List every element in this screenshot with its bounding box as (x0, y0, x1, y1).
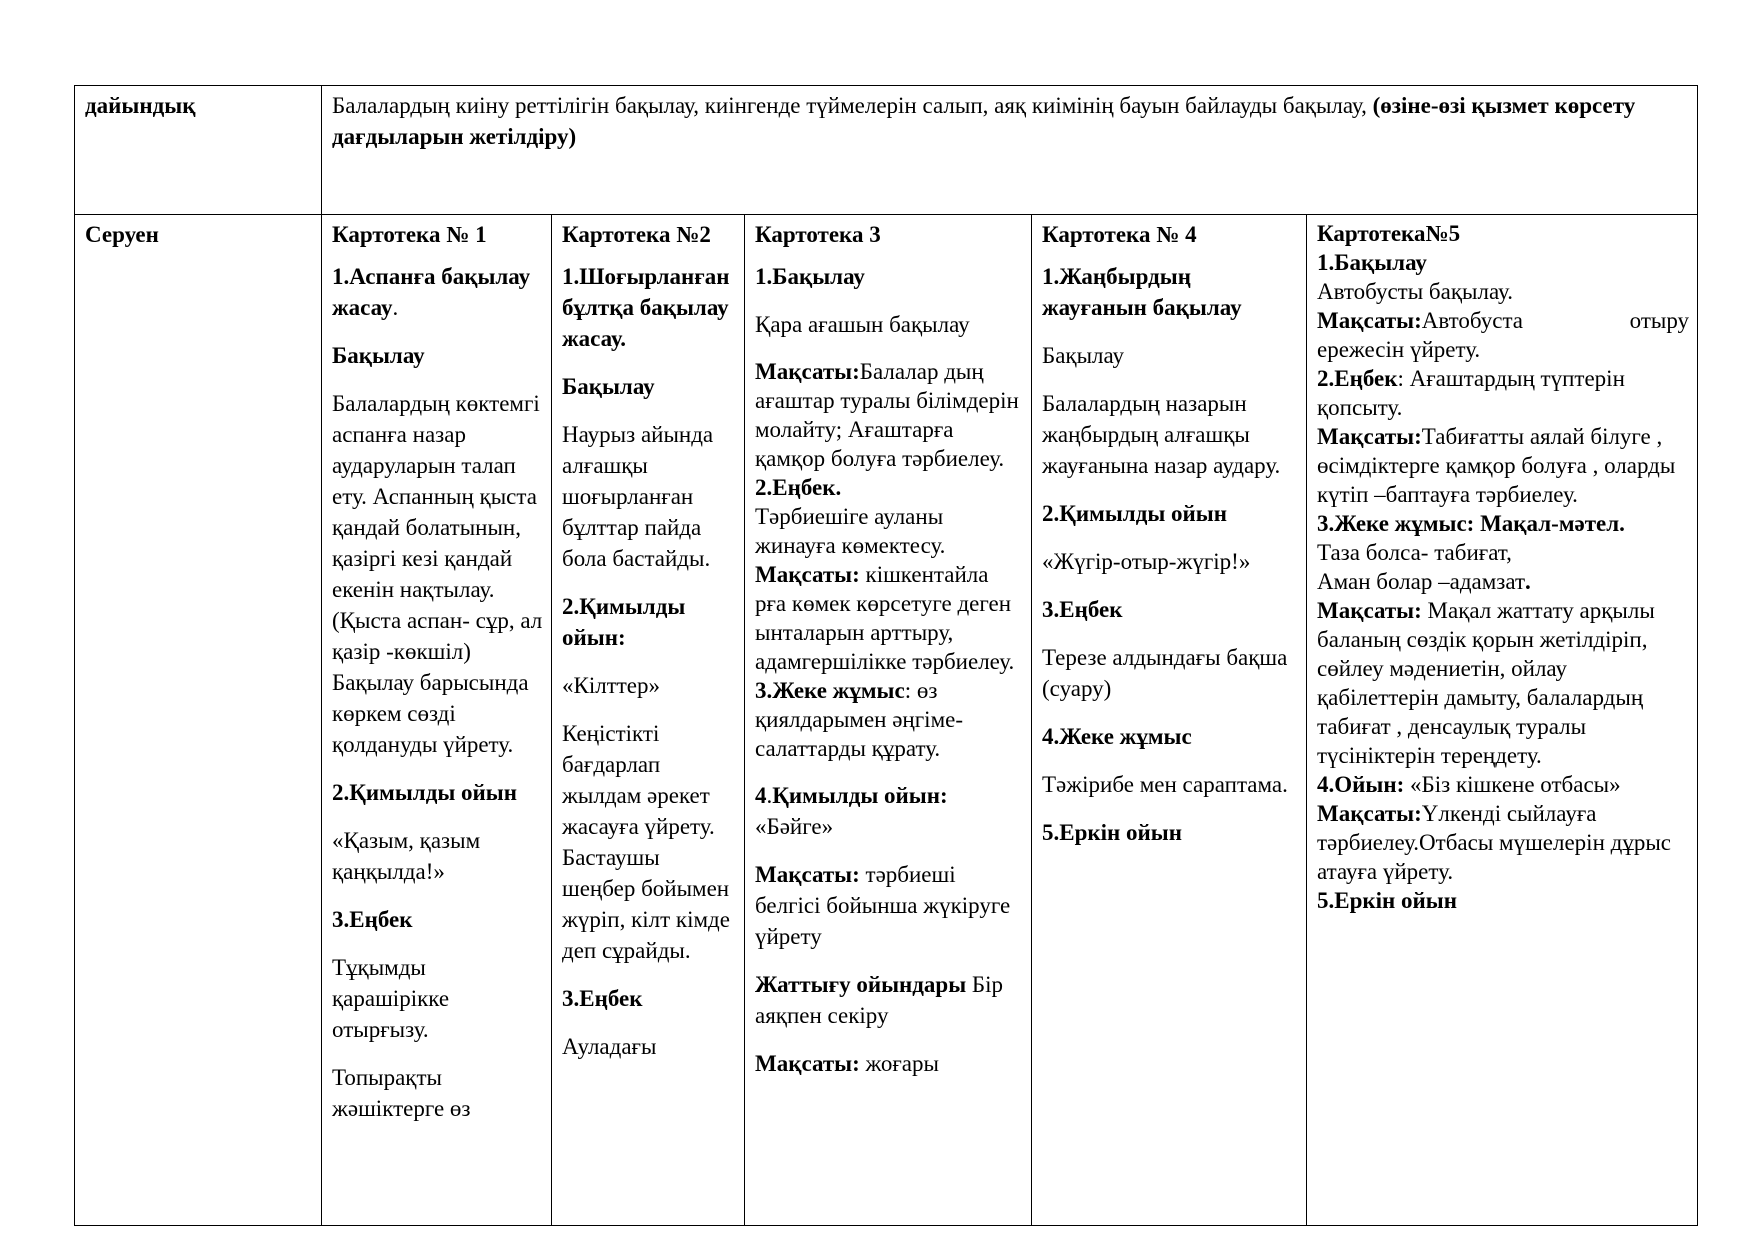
heading-text: 1.Аспанға бақылау жасау (332, 264, 531, 320)
row-label: Серуен (85, 222, 159, 247)
goal-paragraph (755, 859, 1023, 952)
table-row (75, 86, 1698, 215)
section-heading: 3.Еңбек (332, 907, 413, 932)
paragraph: «Қазым, қазым қаңқылда!» (332, 828, 481, 884)
goal-label: Мақсаты: (755, 359, 860, 384)
section-heading: Бақылау (562, 374, 655, 399)
paragraph: Балалардың назарын жаңбырдың алғашқы жауғанына назар аудару. (1042, 391, 1281, 478)
paragraph: Бақылау (1042, 343, 1125, 368)
section-heading: Бақылау (332, 343, 425, 368)
paragraph: Топырақты жәшіктерге өз (332, 1065, 471, 1121)
paragraph-text: Аман болар –адамзат (1317, 569, 1526, 594)
heading-trailing-text: Бір аяқпен секіру (755, 972, 1004, 1028)
section-heading (755, 676, 1023, 763)
goal-text: Үлкенді сыйлауға тәрбиелеу.Отбасы мүшелерін дұрыс атауға үйрету. (1317, 801, 1671, 884)
goal-text: Мақал жаттату арқылы баланың сөздік қорын жетілдіріп, сөйлеу мәдениетін, ойлау қабілеттерін дамыту, балалардың табиғат , денсаулық туралы түсініктерін тереңдету. (1317, 598, 1655, 768)
section-heading: 1.Бақылау (755, 264, 865, 289)
section-heading (332, 261, 543, 323)
paragraph: Тәжірибе мен сараптама. (1042, 772, 1288, 797)
goal-paragraph (755, 357, 1023, 473)
paragraph: Балалардың көктемгі аспанға назар аударуларын талап ету. Аспанның қыста қандай болатынын, қазіргі кезі қандай екенін нақтылау. (Қыста аспан- сұр, ал қазір -көкшіл) Бақылау барысында көркем сөзді қолдануды үйрету. (332, 391, 543, 757)
row-label-cell (75, 215, 322, 1226)
card-title: Картотека№5 (1317, 221, 1461, 246)
section-heading: 4.Жеке жұмыс (1042, 724, 1192, 749)
row-label-cell (75, 86, 322, 215)
paragraph (1317, 567, 1689, 596)
goal-paragraph (1317, 596, 1689, 770)
heading-text: 3.Жеке жұмыс (755, 678, 905, 703)
section-heading: 2.Еңбек. (755, 475, 842, 500)
card-title: Картотека 3 (755, 222, 881, 247)
paragraph: «Кілттер» (562, 673, 661, 698)
section-heading: 1.Жаңбырдың жауғанын бақылау (1042, 264, 1242, 320)
goal-paragraph (1317, 422, 1689, 509)
section-heading: 3.Еңбек (1042, 597, 1123, 622)
section-heading: 2.Қимылды ойын (1042, 501, 1228, 526)
card-file-2 (552, 215, 745, 1226)
table-row (75, 215, 1698, 1226)
card-title: Картотека №2 (562, 222, 711, 247)
heading-trailing-text: «Біз кішкене отбасы» (1404, 772, 1621, 797)
preparation-text: Балалардың киіну реттілігін бақылау, киінгенде түймелерін салып, аяқ киімінің бауын байлауды бақылау, (332, 93, 1373, 118)
paragraph: Терезе алдындағы бақша (суару) (1042, 645, 1288, 701)
goal-paragraph-continued: ережесін үйрету. (1317, 337, 1481, 362)
section-heading: 3.Жеке жұмыс: Мақал-мәтел. (1317, 511, 1625, 536)
heading-text: 4.Ойын: (1317, 772, 1405, 797)
paragraph: Тұқымды қарашірікке отырғызу. (332, 955, 450, 1042)
preparation-text-bold: (өзіне-өзі қызмет көрсету дағдыларын жетілдіру) (332, 93, 1636, 149)
card-file-1 (322, 215, 552, 1226)
heading-text: Жаттығу ойындары (755, 972, 967, 997)
goal-text: жоғары (859, 1051, 939, 1076)
card-file-4 (1032, 215, 1307, 1226)
paragraph: Автобусты бақылау. (1317, 279, 1513, 304)
card-title: Картотека № 1 (332, 222, 487, 247)
paragraph: Тәрбиешіге ауланы жинауға көмектесу. (755, 504, 946, 558)
paragraph: Қара ағашын бақылау (755, 312, 970, 337)
heading-number: 4 (755, 783, 767, 808)
heading-text: 2.Еңбек (1317, 366, 1398, 391)
paragraph: Ауладағы (562, 1034, 657, 1059)
goal-text: Балалар дың ағаштар туралы білімдерін молайту; Ағаштарға қамқор болуға тәрбиелеу. (755, 359, 1019, 471)
goal-label: Мақсаты: (1317, 801, 1422, 826)
paragraph: Наурыз айында алғашқы шоғырланған бұлттар пайда бола бастайды. (562, 422, 714, 571)
goal-text: Табиғатты аялай білуге , өсімдіктерге қамқор болуға , оларды күтіп –баптауға тәрбиелеу. (1317, 424, 1676, 507)
heading-dot: . (766, 783, 773, 808)
goal-label: Мақсаты: (1317, 424, 1422, 449)
paragraph: Кеңістікті бағдарлап жылдам әрекет жасауға үйрету. Бастаушы шеңбер бойымен жүріп, кілт кімде деп сұрайды. (562, 721, 730, 963)
section-heading: 5.Еркін ойын (1042, 820, 1182, 845)
goal-label: Мақсаты: (755, 1051, 860, 1076)
section-heading: 3.Еңбек (562, 986, 643, 1011)
heading-trailing-text: : Ағаштардың түптерін қопсыту. (1317, 366, 1625, 420)
goal-text: Автобуста (1421, 308, 1524, 333)
goal-paragraph (1317, 799, 1689, 886)
plan-table (74, 85, 1698, 1226)
goal-paragraph (755, 1048, 1023, 1079)
card-file-3 (745, 215, 1032, 1226)
section-heading (755, 969, 1023, 1031)
goal-label: Мақсаты: (1317, 598, 1422, 623)
goal-label: Мақсаты: (755, 562, 860, 587)
card-file-5 (1307, 215, 1698, 1226)
goal-label: Мақсаты: (1317, 308, 1422, 333)
paragraph: Таза болса- табиғат, (1317, 540, 1512, 565)
row-label: дайындық (85, 93, 196, 118)
row-content-cell (322, 86, 1698, 215)
section-heading (1317, 770, 1689, 799)
goal-label: Мақсаты: (755, 862, 860, 887)
paragraph-dot: . (1525, 569, 1531, 594)
section-heading: 2.Қимылды ойын: (562, 594, 686, 650)
goal-text: тәрбиеші белгісі бойынша жүкіруге үйрету (755, 862, 1011, 949)
paragraph: «Жүгір-отыр-жүгір!» (1042, 549, 1251, 574)
card-title: Картотека № 4 (1042, 222, 1197, 247)
section-heading: 1.Шоғырланған бұлтқа бақылау жасау. (562, 264, 730, 351)
section-heading (755, 780, 1023, 842)
heading-dot: . (392, 295, 399, 320)
section-heading: 5.Еркін ойын (1317, 888, 1457, 913)
goal-text: кішкентайла рға көмек көрсетуге деген ынталарын арттыру, адамгершілікке тәрбиелеу. (755, 562, 1015, 674)
heading-text: Қимылды ойын: (772, 783, 948, 808)
goal-text-end: отыру (1629, 308, 1690, 333)
section-heading: 1.Бақылау (1317, 250, 1427, 275)
goal-paragraph (1317, 306, 1689, 335)
section-heading: 2.Қимылды ойын (332, 780, 518, 805)
section-heading (1317, 364, 1689, 422)
heading-trailing-text: «Бәйге» (755, 814, 834, 839)
heading-trailing-text: : өз қиялдарымен әңгіме-салаттарды құрату. (755, 678, 963, 761)
goal-paragraph (755, 560, 1023, 676)
